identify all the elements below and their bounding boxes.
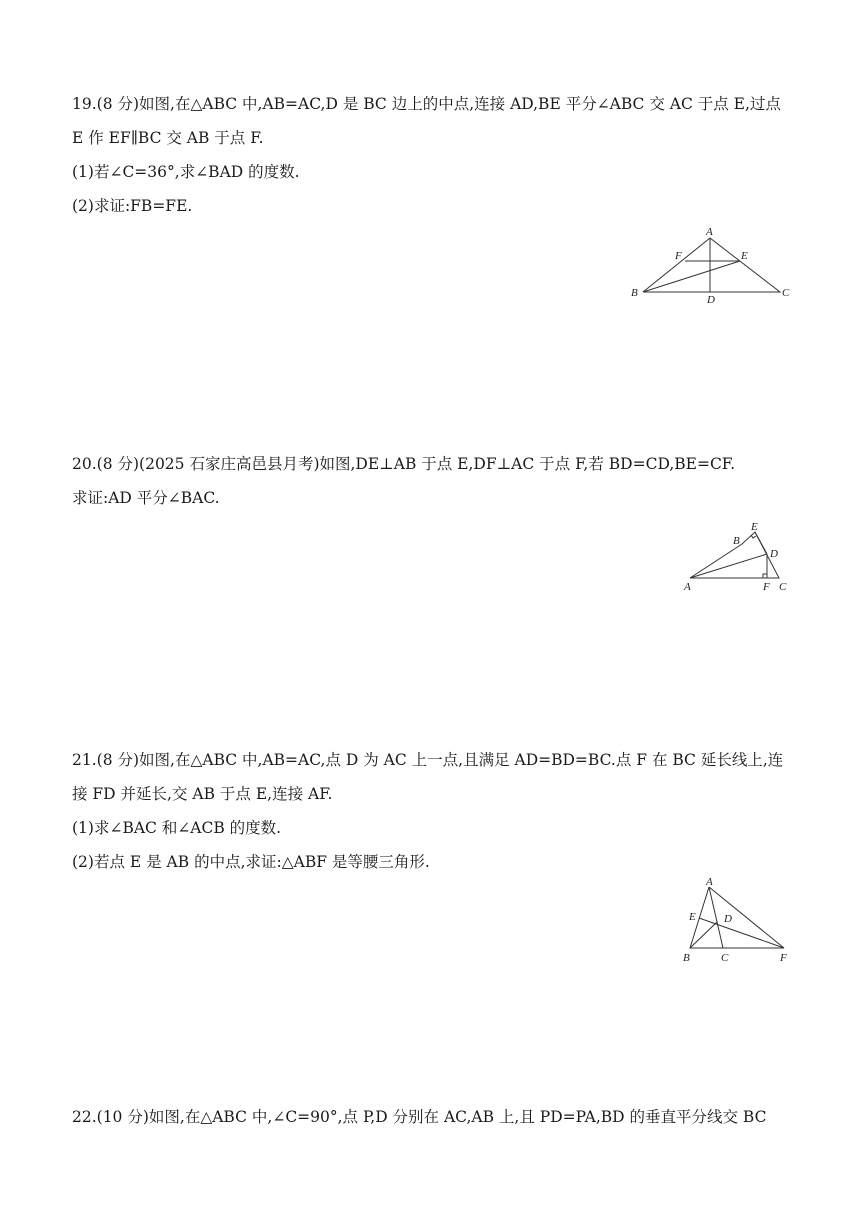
q20-label-b: B [733, 535, 740, 547]
q20-label-d: D [770, 548, 778, 560]
q20-line-2: 求证:AD 平分∠BAC. [72, 489, 220, 507]
q19-label-a: A [706, 226, 713, 238]
q20-right-angle-e [751, 535, 756, 538]
q19-part-1: (1)若∠C=36°,求∠BAD 的度数. [72, 163, 300, 181]
q21-label-f: F [780, 952, 787, 964]
q19-figure [628, 226, 798, 306]
q20-label-e: E [751, 521, 758, 533]
q19-line-1: 19.(8 分)如图,在△ABC 中,AB=AC,D 是 BC 边上的中点,连接 AD,BE 平分∠ABC 交 AC 于点 E,过点 [72, 95, 781, 113]
q21-label-b: B [683, 952, 690, 964]
q21-segment-af [709, 887, 784, 948]
q21-label-d: D [724, 913, 732, 925]
q20-segment-de [755, 532, 767, 554]
q21-label-a: A [706, 876, 713, 888]
q20-label-f: F [763, 581, 770, 593]
q19-part-2: (2)求证:FB=FE. [72, 197, 193, 215]
q20-figure [675, 522, 805, 597]
q19-label-c: C [782, 287, 790, 299]
q21-label-e: E [689, 911, 696, 923]
q21-part-1: (1)求∠BAC 和∠ACB 的度数. [72, 819, 282, 837]
q19-label-f: F [675, 250, 682, 262]
q19-label-b: B [631, 287, 638, 299]
q19-line-2: E 作 EF∥BC 交 AB 于点 F. [72, 129, 264, 147]
q19-triangle-abc [643, 238, 780, 292]
q21-line-2: 接 FD 并延长,交 AB 于点 E,连接 AF. [72, 785, 333, 803]
q20-label-c: C [779, 581, 787, 593]
q19-label-e: E [741, 250, 748, 262]
q20-line-1: 20.(8 分)(2025 石家庄高邑县月考)如图,DE⊥AB 于点 E,DF⊥AC 于点 F,若 BD=CD,BE=CF. [72, 455, 736, 473]
q21-label-c: C [721, 952, 729, 964]
q19-label-d: D [707, 294, 715, 306]
q21-segment-ef [699, 918, 784, 948]
q20-right-angle-f [763, 574, 767, 578]
q20-label-a: A [684, 581, 691, 593]
q21-part-2: (2)若点 E 是 AB 的中点,求证:△ABF 是等腰三角形. [72, 853, 430, 871]
q21-line-1: 21.(8 分)如图,在△ABC 中,AB=AC,点 D 为 AC 上一点,且满足 AD=BD=BC.点 F 在 BC 延长线上,连 [72, 751, 784, 769]
q19-segment-be [643, 261, 740, 292]
q20-segment-ad [690, 554, 767, 578]
q22-line-1: 22.(10 分)如图,在△ABC 中,∠C=90°,点 P,D 分别在 AC,AB 上,且 PD=PA,BD 的垂直平分线交 BC [72, 1108, 767, 1126]
q21-figure [680, 874, 800, 964]
